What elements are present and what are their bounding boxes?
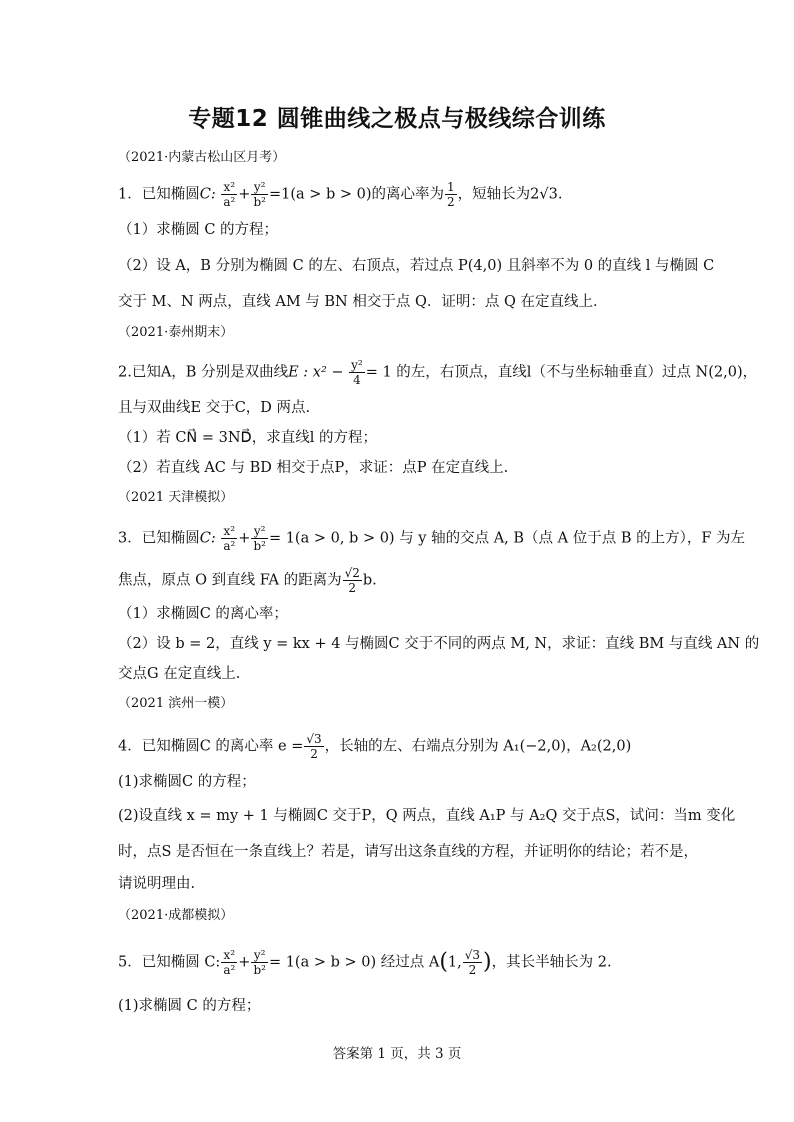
fraction-one-half: $\frac{1}{2}$ — [447, 180, 455, 209]
fraction-sqrt3-2: $\frac{√3}{2}$ — [306, 732, 322, 761]
problem-2-statement: 2.已知A，B 分别是双曲线E : x² − $\frac{\text{y²}}{4}$ = 1 的左，右顶点，直线l（不与坐标轴垂直）过点 N(2,0)， — [118, 358, 758, 387]
problem-3-statement-cont: 焦点，原点 O 到直线 FA 的距离为 $\frac{√2}{2}$ b. — [118, 566, 377, 595]
fraction-sqrt2-2: $\frac{√2}{2}$ — [344, 566, 360, 595]
problem-4-source: （2021 滨州一模） — [118, 696, 234, 711]
fraction-y2-b2: $\frac{\text{y²}}{\text{b²}}$ — [253, 180, 266, 209]
problem-5-source: （2021·成都模拟） — [118, 908, 234, 923]
fraction-sqrt3-2-p5: $\frac{√3}{2}$ — [464, 948, 481, 977]
problem-1-statement: 1．已知椭圆C: $\frac{\text{x²}}{\text{a²}}$ + $\frac{\text{y²}}{\text{b²}}$ =1(a > b > 0)的离心率为 $\frac{1}{2}$ ，短轴长为2√3. — [118, 180, 563, 209]
problem-4-question-2-cont: 时，点S 是否恒在一条直线上？若是，请写出这条直线的方程，并证明你的结论；若不是， — [118, 844, 699, 860]
problem-5-statement: 5．已知椭圆 C: $\frac{\text{x²}}{\text{a²}}$ + $\frac{\text{y²}}{\text{b²}}$ = 1(a > b > 0) 经过点 A(1, $\frac{√3}{2}$ )，其长半轴长为 2. — [118, 948, 612, 977]
page-footer: 答案第 1 页，共 3 页 — [332, 1046, 462, 1062]
problem-4-question-1: (1)求椭圆C 的方程； — [118, 774, 256, 790]
fraction-x2-a2-p3: $\frac{\text{x²}}{\text{a²}}$ — [223, 524, 236, 553]
problem-2-question-2: （2）若直线 AC 与 BD 相交于点P，求证：点P 在定直线上. — [118, 460, 509, 476]
problem-4-question-2-end: 请说明理由. — [118, 876, 196, 892]
page-title: 专题12 圆锥曲线之极点与极线综合训练 — [188, 106, 606, 132]
problem-3-question-2-cont: 交点G 在定直线上. — [118, 666, 241, 682]
problem-2-question-1: （1）若 CN⃗ = 3ND⃗，求直线l 的方程； — [118, 430, 377, 446]
problem-3-statement: 3．已知椭圆C: $\frac{\text{x²}}{\text{a²}}$ + $\frac{\text{y²}}{\text{b²}}$ = 1(a > 0, b > 0) 与 y 轴的交点 A, B（点 A 位于点 B 的上方），F 为左 — [118, 524, 746, 553]
problem-4-question-2: (2)设直线 x = my + 1 与椭圆C 交于P，Q 两点，直线 A₁P 与 A₂Q 交于点S，试问：当m 变化 — [118, 808, 736, 824]
problem-4-statement: 4．已知椭圆C 的离心率 e = $\frac{√3}{2}$ ，长轴的左、右端点分别为 A₁(−2,0)，A₂(2,0) — [118, 732, 632, 761]
fraction-x2-a2: $\frac{\text{x²}}{\text{a²}}$ — [223, 180, 236, 209]
fraction-y2-4: $\frac{\text{y²}}{4}$ — [351, 358, 363, 387]
problem-2-statement-cont: 且与双曲线E 交于C，D 两点. — [118, 400, 311, 416]
problem-5-question-1: (1)求椭圆 C 的方程； — [118, 998, 261, 1014]
problem-1-question-1: （1）求椭圆 C 的方程； — [118, 222, 279, 238]
problem-3-question-2: （2）设 b = 2，直线 y = kx + 4 与椭圆C 交于不同的两点 M, N，求证：直线 BM 与直线 AN 的 — [118, 636, 760, 652]
fraction-y2-b2-p5: $\frac{\text{y²}}{\text{b²}}$ — [253, 948, 266, 977]
problem-2-source: （2021·泰州期末） — [118, 325, 234, 340]
problem-1-source: （2021·内蒙古松山区月考） — [118, 150, 286, 165]
fraction-y2-b2-p3: $\frac{\text{y²}}{\text{b²}}$ — [253, 524, 266, 553]
problem-3-question-1: （1）求椭圆C 的离心率； — [118, 606, 288, 622]
problem-1-question-2: （2）设 A，B 分别为椭圆 C 的左、右顶点，若过点 P(4,0) 且斜率不为 0 的直线 l 与椭圆 C — [118, 258, 715, 274]
problem-1-question-2-cont: 交于 M、N 两点，直线 AM 与 BN 相交于点 Q．证明：点 Q 在定直线上． — [118, 294, 608, 310]
problem-3-source: （2021 天津模拟） — [118, 490, 234, 505]
fraction-x2-a2-p5: $\frac{\text{x²}}{\text{a²}}$ — [223, 948, 236, 977]
